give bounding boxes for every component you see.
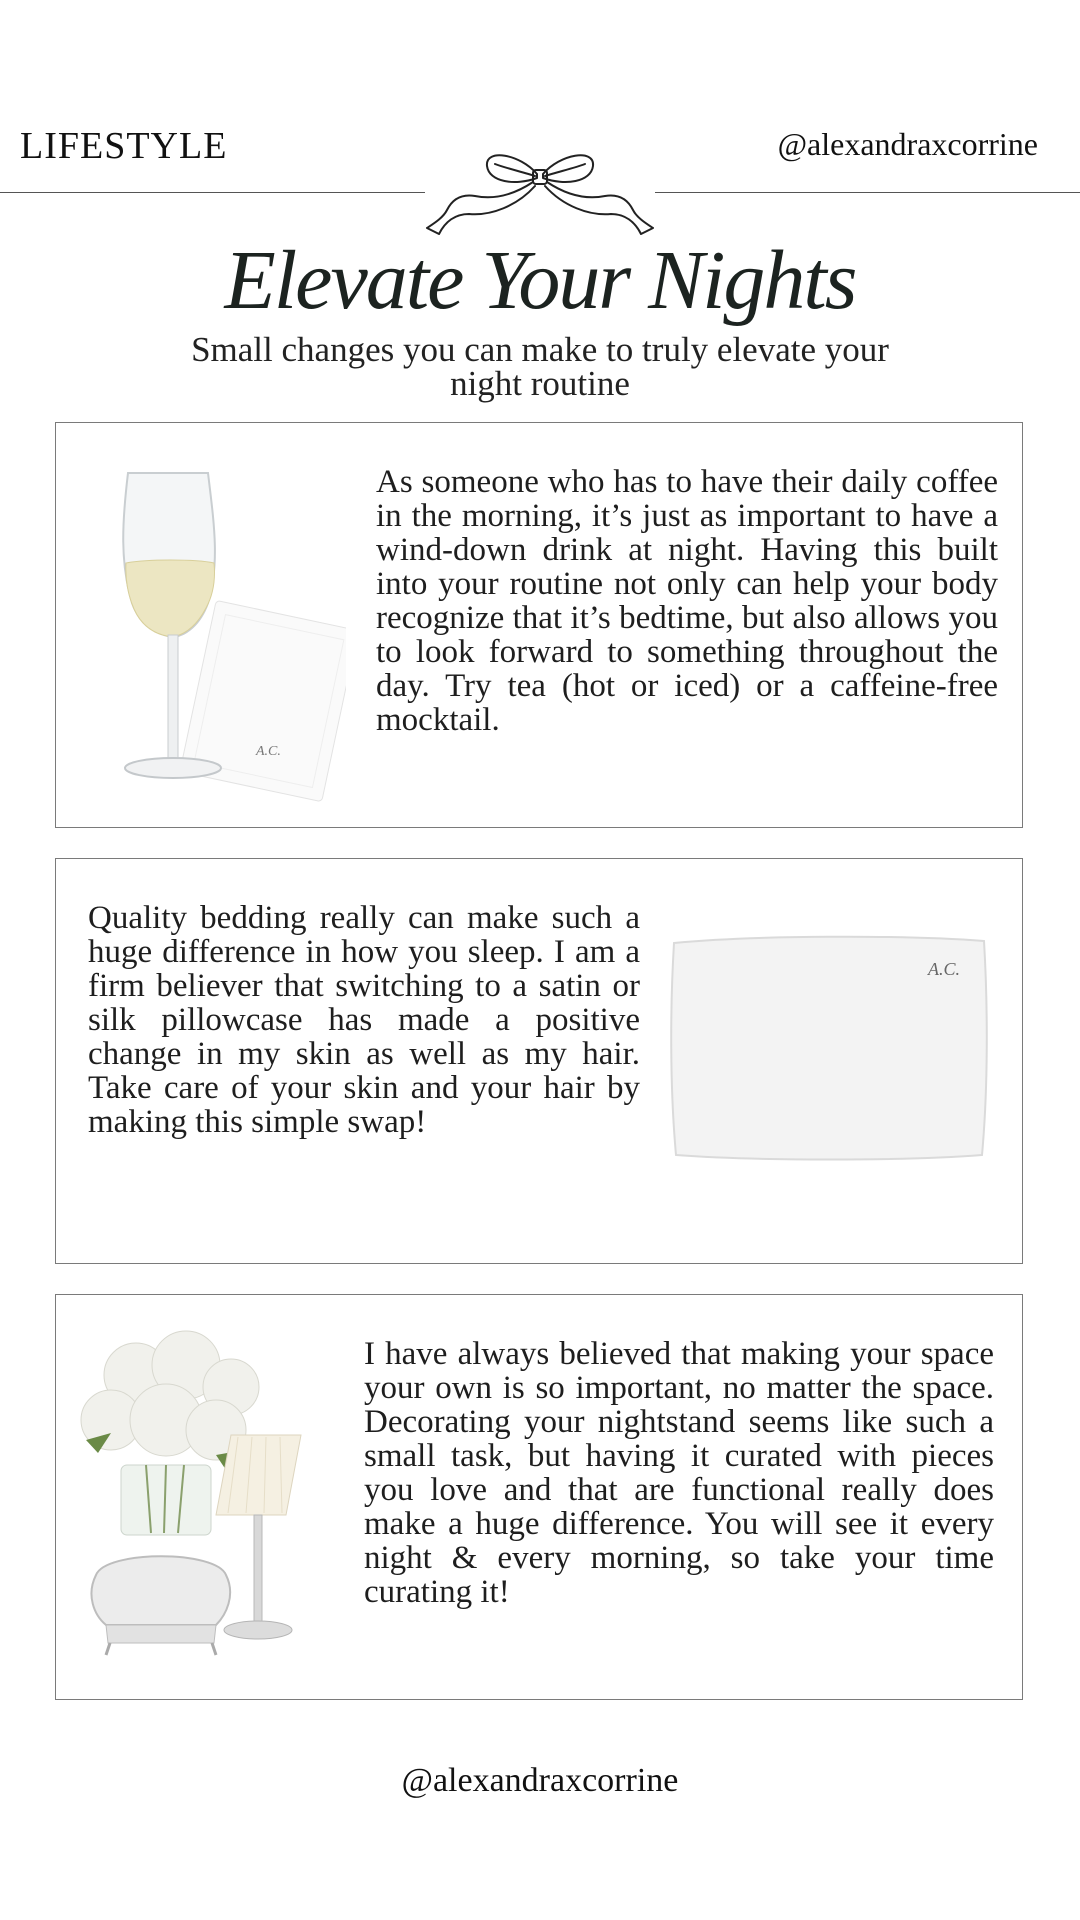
page-subtitle: Small changes you can make to truly elevate your night routine [191, 330, 889, 403]
nightstand-decor-image [66, 1325, 356, 1675]
napkin-monogram: A.C. [256, 744, 281, 759]
tip-card-nightstand [55, 1294, 1023, 1700]
header-handle[interactable]: @alexandraxcorrine [777, 126, 1038, 162]
tip-card-drink [55, 422, 1023, 828]
pillowcase-image [666, 929, 996, 1169]
pillowcase-monogram: A.C. [928, 959, 961, 979]
footer-handle[interactable]: @alexandraxcorrine [401, 1762, 679, 1799]
category-label: LIFESTYLE [20, 125, 228, 167]
tip-card-bedding [55, 858, 1023, 1264]
tip-text-drink: As someone who has to have their daily coffee in the morning, it’s just as important to have a wind-down drink at night. Having this built into your routine not only can help your body recognize that it’s bedtime, but also allows you to look forward to something throughout the day. Try tea (hot or iced) or a caffeine-free mocktail. [376, 464, 998, 738]
page-title: Elevate Your Nights [224, 234, 856, 327]
tip-text-nightstand: I have always believed that making your space your own is so important, no matter the space. Decorating your nightstand seems like such a small task, but having it curated with pieces you love and that are functional really does make a huge difference. You will see it every night & every morning, so take your time curating it! [364, 1336, 994, 1610]
tip-text-bedding: Quality bedding really can make such a huge difference in how you sleep. I am a firm believer that switching to a satin or silk pillowcase has made a positive change in my skin as well as my hair. Take care of your skin and your hair by making this simple swap! [88, 900, 640, 1140]
wine-glass-image [116, 463, 346, 803]
